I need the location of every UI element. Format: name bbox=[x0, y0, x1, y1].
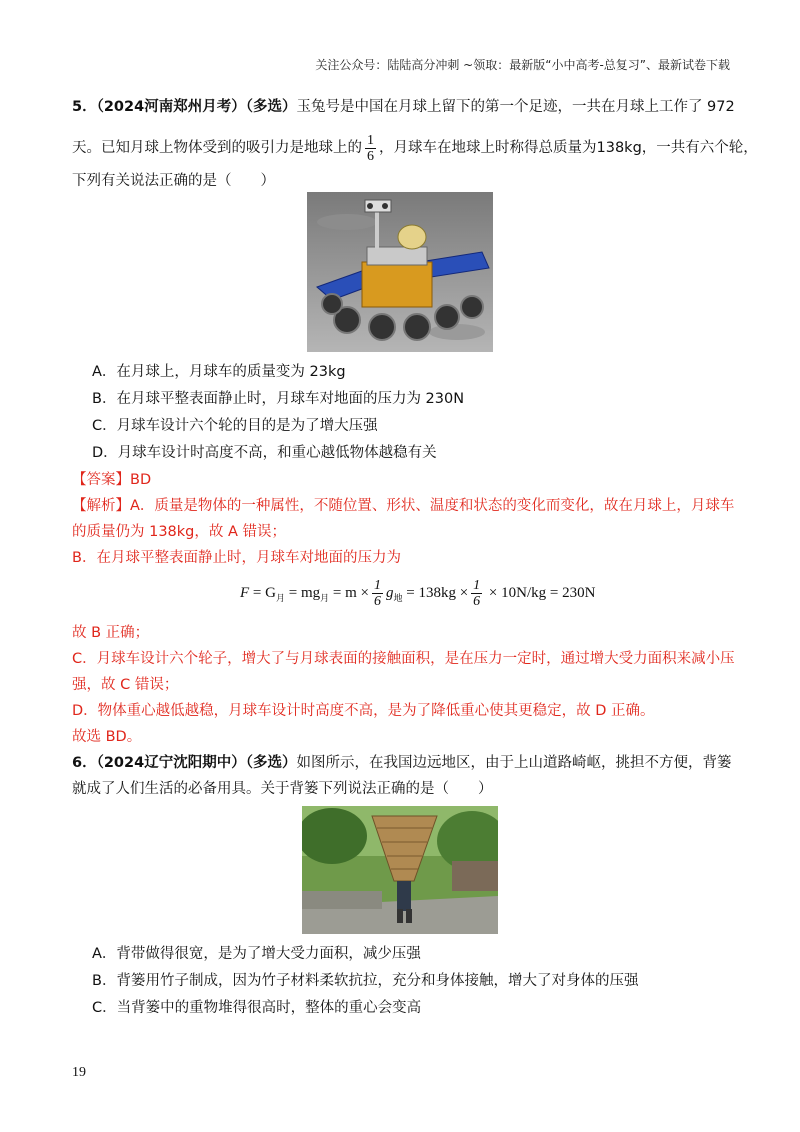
q5-answer: 【答案】BD bbox=[72, 472, 152, 488]
moon-rover-image bbox=[307, 192, 493, 352]
q6-option-b: B．背篓用竹子制成，因为竹子材料柔软抗拉，充分和身体接触，增大了对身体的压强 bbox=[92, 973, 639, 989]
page-number: 19 bbox=[72, 1065, 86, 1080]
q5-stem-text-2a: 天。已知月球上物体受到的吸引力是地球上的 bbox=[72, 140, 362, 156]
q5-number: 5． bbox=[72, 99, 97, 115]
q6-option-c: C．当背篓中的重物堆得很高时，整体的重心会变高 bbox=[92, 1000, 422, 1016]
q5-stem-text-1: 玉兔号是中国在月球上留下的第一个足迹，一共在月球上工作了 972 bbox=[296, 99, 735, 115]
q6-option-a: A．背带做得很宽，是为了增大受力面积，减少压强 bbox=[92, 946, 421, 962]
q5-analysis-line-3: B．在月球平整表面静止时，月球车对地面的压力为 bbox=[72, 550, 401, 566]
q5-formula: $F = G_月 = mg_月 = m$ × $\frac{1}{6}$ $g_地 = 138kg$ × $\frac{1}{6}$ × 10N/kg = 230N bbox=[240, 578, 596, 610]
q6-number: 6． bbox=[72, 755, 97, 771]
q6-source: （2024辽宁沈阳期中）（多选） bbox=[96, 755, 297, 771]
q5-analysis-line-8: 故选 BD。 bbox=[72, 729, 142, 745]
q6-stem-text-1: 如图所示，在我国边远地区，由于上山道路崎岖，挑担不方便，背篓 bbox=[296, 755, 732, 771]
q6-stem-line-1 bbox=[72, 753, 731, 773]
q5-option-a: A．在月球上，月球车的质量变为 23kg bbox=[92, 364, 346, 380]
q5-analysis-line-5: C．月球车设计六个轮子，增大了与月球表面的接触面积，是在压力一定时，通过增大受力面积来减小压 bbox=[72, 651, 735, 667]
q6-stem-line-2: 就成了人们生活的必备用具。关于背篓下列说法正确的是（ ） bbox=[72, 781, 493, 797]
q5-analysis-line-6: 强，故 C 错误； bbox=[72, 677, 179, 693]
q5-option-b: B．在月球平整表面静止时，月球车对地面的压力为 230N bbox=[92, 391, 465, 407]
q5-analysis-line-1: 【解析】A．质量是物体的一种属性，不随位置、形状、温度和状态的变化而变化，故在月球上，月球车 bbox=[72, 498, 735, 514]
q5-option-d: D．月球车设计时高度不高，和重心越低物体越稳有关 bbox=[92, 445, 437, 461]
q5-option-c: C．月球车设计六个轮的目的是为了增大压强 bbox=[92, 418, 378, 434]
q5-source: （2024河南郑州月考）（多选） bbox=[96, 99, 297, 115]
q5-stem-line-3: 下列有关说法正确的是（ ） bbox=[72, 173, 275, 189]
q5-stem-line-2 bbox=[72, 132, 758, 164]
q5-analysis-line-7: D．物体重心越低越稳，月球车设计时高度不高，是为了降低重心使其更稳定，故 D 正确。 bbox=[72, 703, 655, 719]
q5-stem-line-1 bbox=[72, 97, 735, 117]
basket-carrier-image bbox=[302, 806, 498, 934]
q5-fraction: $\frac{1}{6}$ bbox=[367, 132, 374, 164]
q5-analysis-line-2: 的质量仍为 138kg，故 A 错误； bbox=[72, 524, 287, 540]
q5-analysis-line-4: 故 B 正确； bbox=[72, 625, 150, 641]
page-header: 关注公众号：陆陆高分冲刺 ~领取：最新版“小中高考-总复习”、最新试卷下载 bbox=[315, 58, 730, 72]
q5-stem-text-2b: ，月球车在地球上时称得总质量为138kg，一共有六个轮， bbox=[379, 140, 758, 156]
